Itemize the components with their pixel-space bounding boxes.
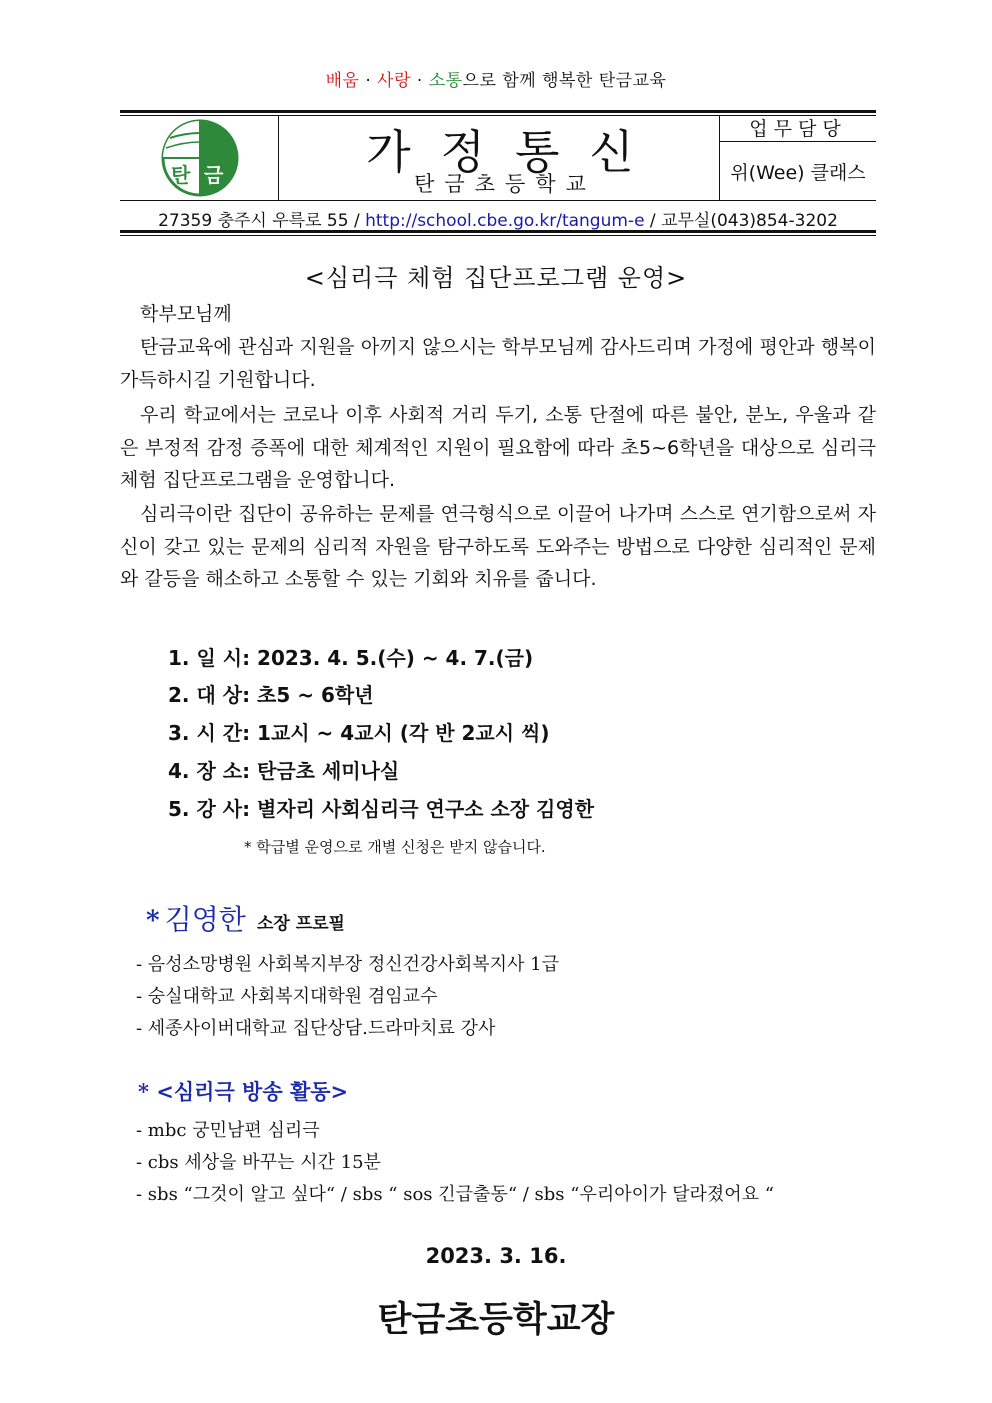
profile-heading <box>146 898 345 938</box>
slogan-part-1: 배움 <box>325 71 360 91</box>
profile-item: - 숭실대학교 사회복지대학원 겸임교수 <box>136 986 438 1007</box>
paragraph-3: 심리극이란 집단이 공유하는 문제를 연극형식으로 이끌어 나가며 스스로 연기함으로써 자신이 갖고 있는 문제의 심리적 자원을 탐구하도록 도와주는 방법으로 다양한 심리적인 문제와 갈등을 해소하고 소통할 수 있는 기회와 치유를 줍니다. <box>120 503 876 590</box>
slogan <box>0 66 992 91</box>
school-url-link[interactable]: http://school.cbe.go.kr/tangum-e <box>365 211 645 231</box>
paragraph-1: 탄금교육에 관심과 지원을 아끼지 않으시는 학부모님께 감사드리며 가정에 평안과 행복이 가득하시길 기원합니다. <box>120 336 876 391</box>
broadcast-heading: * <심리극 방송 활동> <box>138 1079 349 1104</box>
slogan-part-2: 사랑 <box>377 71 411 91</box>
detail-date: 1. 일 시: 2023. 4. 5.(수) ~ 4. 7.(금) <box>168 646 534 670</box>
logo-text-left: 탄 <box>171 163 191 187</box>
profile-subtitle: 소장 프로필 <box>256 914 345 934</box>
logo-text-right: 금 <box>204 163 224 187</box>
greeting: 학부모님께 <box>140 303 232 325</box>
broadcast-item: - cbs 세상을 바꾸는 시간 15분 <box>136 1152 381 1173</box>
detail-instructor: 5. 강 사: 별자리 사회심리극 연구소 소장 김영한 <box>168 797 595 821</box>
application-note: * 학급별 운영으로 개별 신청은 받지 않습니다. <box>244 838 546 856</box>
issue-date: 2023. 3. 16. <box>425 1244 567 1268</box>
profile-name: 김영한 <box>164 903 246 936</box>
newsletter-title: 가정통신 <box>366 125 664 179</box>
header-divider-left <box>278 115 279 201</box>
slogan-sep-1: · <box>359 71 378 91</box>
slogan-sep-2: · <box>411 71 429 91</box>
detail-target: 2. 대 상: 초5 ~ 6학년 <box>168 683 374 707</box>
broadcast-item: - sbs “그것이 알고 싶다“ / sbs “ sos 긴급출동“ / sbs “우리아이가 달라졌어요 “ <box>136 1184 774 1205</box>
address-suffix: / 교무실(043)854-3202 <box>644 211 838 231</box>
header-top-rule <box>120 110 876 113</box>
school-address <box>120 206 876 231</box>
paragraph-2: 우리 학교에서는 코로나 이후 사회적 거리 두기, 소통 단절에 따른 불안, 분노, 우울과 같은 부정적 감정 증폭에 대한 체계적인 지원이 필요함에 따라 초5~6학년을 대상으로 심리극 체험 집단프로그램을 운영합니다. <box>120 404 876 491</box>
address-prefix: 27359 충주시 우륵로 55 / <box>158 211 366 231</box>
detail-time: 3. 시 간: 1교시 ~ 4교시 (각 반 2교시 씩) <box>168 721 550 745</box>
slogan-part-3: 소통 <box>428 71 463 91</box>
broadcast-item: - mbc 궁민남편 심리극 <box>136 1120 320 1141</box>
detail-place: 4. 장 소: 탄금초 세미나실 <box>168 759 400 783</box>
slogan-rest: 으로 함께 행복한 탄금교육 <box>462 71 667 91</box>
header-mid-rule <box>120 200 876 201</box>
dept-divider <box>720 141 876 142</box>
header-bottom-rule-thin <box>120 235 876 236</box>
profile-star: * <box>146 906 160 936</box>
dept-value: 위(Wee) 클래스 <box>730 162 866 184</box>
school-name: 탄금초등학교 <box>414 172 596 196</box>
school-logo <box>160 118 240 198</box>
notice-heading: <심리극 체험 집단프로그램 운영> <box>304 264 688 292</box>
dept-label: 업무담당 <box>749 118 847 140</box>
profile-item: - 세종사이버대학교 집단상담.드라마치료 강사 <box>136 1018 496 1039</box>
principal-signature: 탄금초등학교장 <box>377 1300 615 1340</box>
profile-item: - 음성소망병원 사회복지부장 정신건강사회복지사 1급 <box>136 954 559 975</box>
